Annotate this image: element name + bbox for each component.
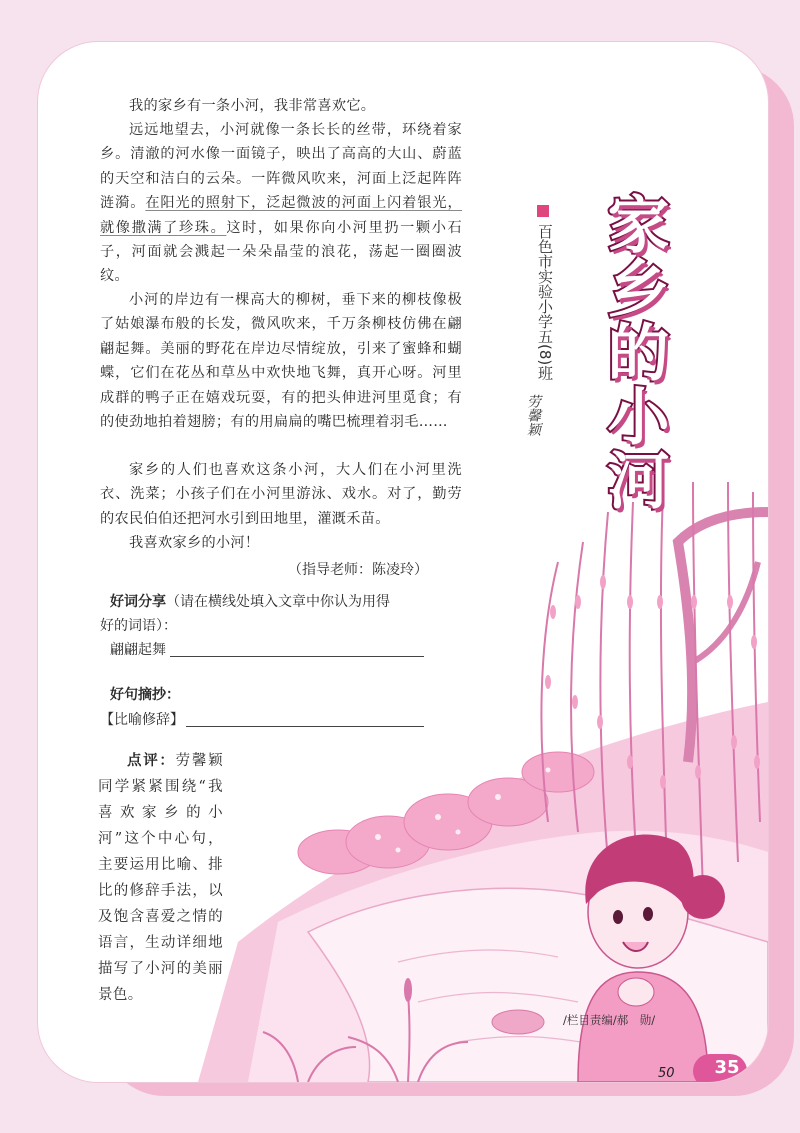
- article-title: 家乡的小河: [597, 192, 670, 512]
- comment-label: 点评：: [127, 752, 176, 769]
- article-paragraph-3: [100, 288, 462, 434]
- page-card: [38, 42, 768, 1082]
- teacher-credit: （指导老师：陈凌玲）: [288, 562, 428, 578]
- article-paragraph-5: [100, 531, 462, 555]
- word-answer-line[interactable]: [170, 656, 424, 657]
- paragraph-text: 小河的岸边有一棵高大的柳树，垂下来的柳枝像极了姑娘瀑布般的长发，微风吹来，千万条柳枝仿佛在翩翩起舞。美丽的野花在岸边尽情绽放，引来了蜜蜂和蝴蝶，它们在花丛和草丛中欢快地飞舞，真开心呀。河里成群的鸭子正在嬉戏玩耍，有的把头伸进河里觅食；有的使劲地拍着翅膀；有的用扁扁的嘴巴梳理着羽毛……: [100, 292, 462, 431]
- paragraph-text: 我的家乡有一条小河，我非常喜欢它。: [129, 98, 376, 114]
- paragraph-text: 我喜欢家乡的小河！: [129, 535, 260, 551]
- word-share-instruction-2: 好的词语）：: [100, 618, 177, 634]
- paragraph-text: 这时，如果你向小河里扔一颗小石子，河面就会溅起一朵朵晶莹的浪花，荡起一圈圈波纹。: [100, 219, 462, 285]
- column-editor-credit: /栏目责编/郝 勋/: [563, 1013, 656, 1027]
- page-number: 35: [714, 1057, 740, 1078]
- article-paragraph-4: [100, 458, 462, 531]
- sentence-label: 【比喻修辞】: [100, 712, 184, 728]
- sentence-answer-line[interactable]: [186, 726, 424, 727]
- article-paragraph-2: [100, 118, 462, 289]
- word-example: 翩翩起舞: [110, 642, 166, 658]
- underlined-sentence: 在阳光的照射下，泛起微波的河面上闪着银光，就像撒满了珍珠。: [100, 195, 462, 236]
- article-paragraph-1: [100, 94, 462, 118]
- author-marker: [537, 205, 549, 217]
- folio-small: 50: [658, 1066, 675, 1081]
- author-school: 百色市实验小学五(8)班: [536, 224, 554, 381]
- teacher-comment: [98, 748, 223, 1008]
- word-share-heading: 好词分享: [110, 594, 166, 610]
- word-share-instruction: （请在横线处填入文章中你认为用得: [166, 594, 390, 610]
- paragraph-text: 远远地望去，小河就像一条长长的丝带，环绕着家乡。清澈的河水像一面镜子，映出了高高的大山、蔚蓝的天空和洁白的云朵。一阵微风吹来，河面上泛起阵阵涟漪。: [100, 122, 462, 212]
- comment-text: 劳馨颖同学紧紧围绕“我喜欢家乡的小河”这个中心句，主要运用比喻、排比的修辞手法，以及饱含喜爱之情的语言，生动详细地描写了小河的美丽景色。: [98, 753, 223, 1003]
- word-share-row: [110, 592, 390, 612]
- sentence-heading: 好句摘抄：: [110, 687, 180, 703]
- author-name: 劳馨颖: [525, 394, 541, 436]
- paragraph-text: 家乡的人们也喜欢这条小河，大人们在小河里洗衣、洗菜；小孩子们在小河里游泳、戏水。对了，勤劳的农民伯伯还把河水引到田地里，灌溉禾苗。: [100, 462, 462, 527]
